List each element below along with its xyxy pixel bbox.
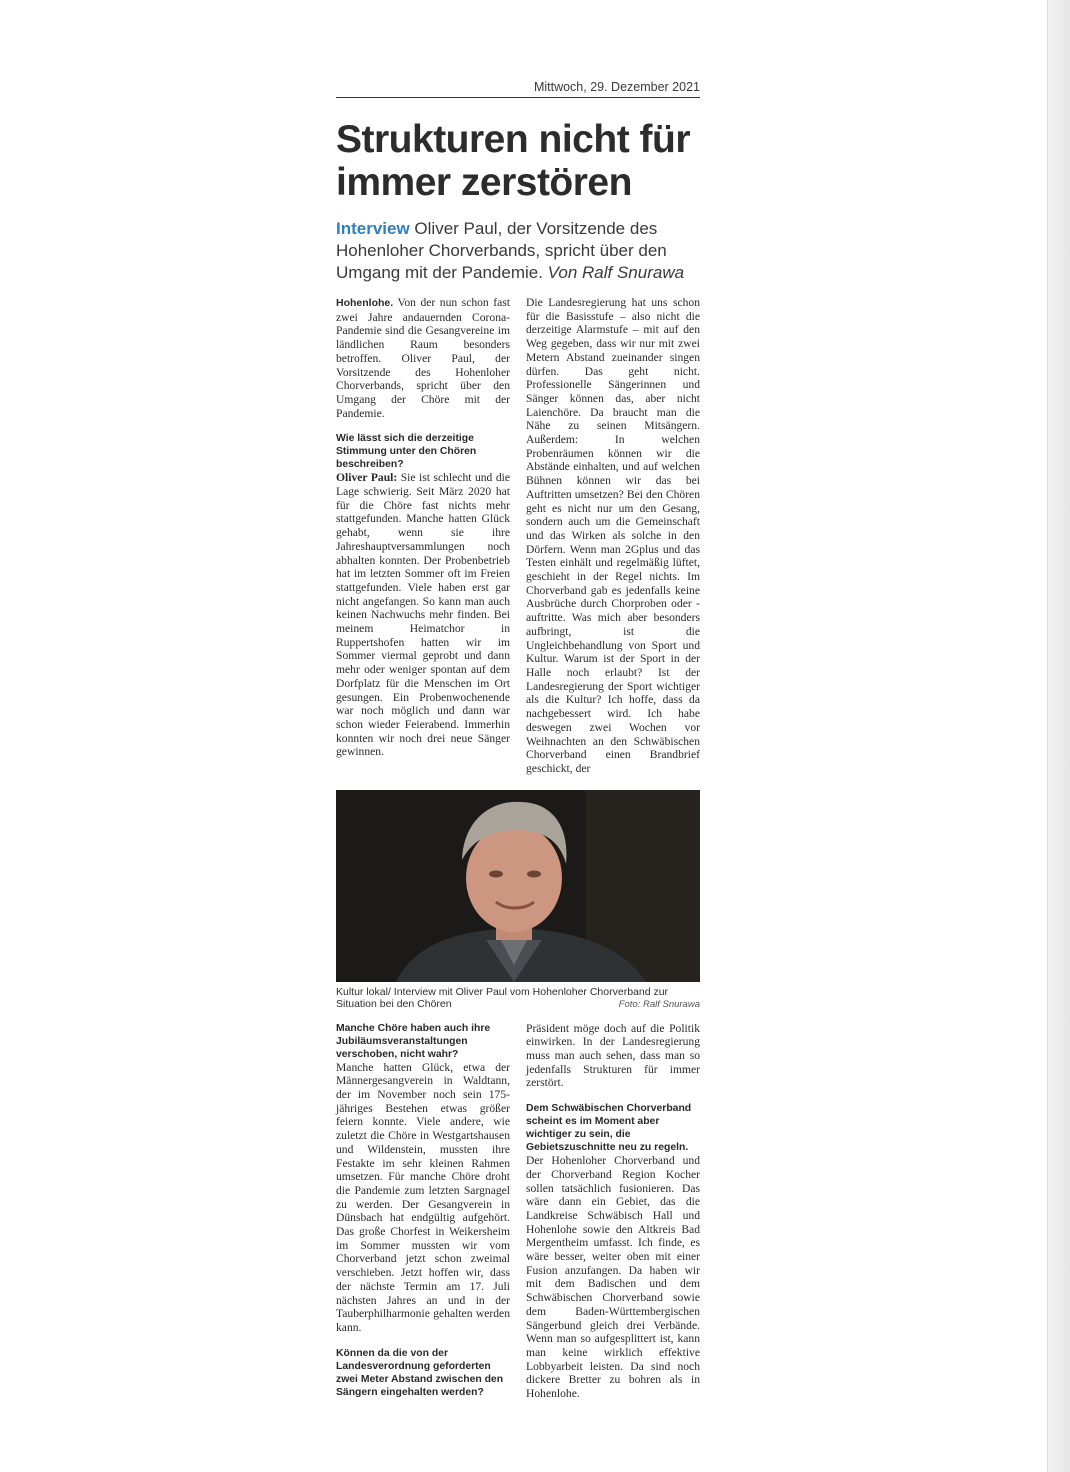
lead-text: Von der nun schon fast zwei Jahre andauernden Corona-Pandemie sind die Gesangvereine im ländlichen Raum besonders betroffen. Oliver Paul, der Vorsitzende des Hohenloher Chorverbands, spricht über den Umgang der Chöre mit der Pandemie.	[336, 296, 510, 420]
answer-4: Der Hohenloher Chorverband und der Chorverband Region Kocher sollen tatsächlich fusionieren. Das wäre dann ein Gebiet, das die Landkreise Schwäbisch Hall und Hohenlohe sowie den Altkreis Bad Mergentheim umfasst. Ich finde, es wäre besser, weiter oben mit einer Fusion anzufangen. Da haben wir mit dem Badischen und dem Schwäbischen Chorverband sowie dem Baden-Württembergischen Sängerbund gleich drei Verbände. Wenn man so aufgesplittert ist, kann man keine wirklich effektive Lobbyarbeit leisten. Da sind noch dickere Bretter zu bohren als in Hohenlohe.	[526, 1154, 700, 1401]
deck-text: Oliver Paul, der Vorsitzende des Hohenloher Chorverbands, spricht über den Umgang mit der Pandemie.	[336, 219, 667, 282]
column-1	[336, 296, 510, 776]
answer-1-text: Sie ist schlecht und die Lage schwierig. Seit März 2020 hat für die Chöre fast nichts mehr stattgefunden. Manche hatten Glück gehabt, wenn sie ihre Jahreshauptversammlungen noch abhalten konnten. Der Probenbetrieb hat im letzten Sommer oft im Freien stattgefunden. Viele haben erst gar nicht angefangen. So kann man auch keinen Nachwuchs mehr finden. Bei meinem Heimatchor in Ruppertshofen hatten wir im Sommer viermal geprobt und dann mehr oder weniger spontan auf dem Dorfplatz für die Menschen im Ort gesungen. Ein Probenwochenende war noch möglich und dann war schon wieder Feierabend. Immerhin konnten wir noch drei neue Sänger gewinnen.	[336, 471, 510, 759]
speaker-name: Oliver Paul:	[336, 471, 398, 485]
photo-credit: Foto: Ralf Snurawa	[618, 998, 700, 1010]
dateline: Mittwoch, 29. Dezember 2021	[336, 80, 700, 98]
lead-place: Hohenlohe.	[336, 297, 394, 309]
question-2: Manche Chöre haben auch ihre Jubiläumsveranstaltungen verschoben, nicht wahr?	[336, 1022, 491, 1060]
answer-3: Präsident möge doch auf die Politik einwirken. In der Landesregierung muss man auch sehen, dass man so jedenfalls Strukturen für immer zerstört.	[526, 1021, 700, 1090]
column-2	[526, 296, 700, 776]
portrait-photo	[336, 790, 700, 982]
headline: Strukturen nicht für immer zerstören	[336, 118, 691, 204]
answer-1-continued: Die Landesregierung hat uns schon für die Basisstufe – also nicht die derzeitige Alarmstufe – mit auf den Weg gegeben, dass wir nur mit zwei Metern Abstand zueinander singen dürfen. Das geht nicht. Professionelle Sängerinnen und Sänger können das, aber nicht Laienchöre. Da braucht man die Nähe zu seinen Mitsängern. Außerdem: In welchen Probenräumen können wir die Abstände einhalten, und auf welchen Bühnen können wir das bei Auftritten umsetzen? Bei den Chören geht es nicht nur um den Gesang, sondern auch um die Gemeinschaft und das Wirken als solche in den Dörfern. Wenn man 2Gplus und das Testen einhält und regelmäßig lüftet, geschieht in der Regel nichts. Im Chorverband gab es jedenfalls keine Ausbrüche durch Chorproben oder -auftritte. Was mich aber besonders aufbringt, ist die Ungleichbehandlung von Sport und Kultur. Warum ist der Sport in der Halle noch erlaubt? Ist der Landesregierung der Sport wichtiger als die Kultur? Ich hoffe, dass da nachgebessert wird. Ich habe deswegen zwei Wochen vor Weihnachten an den Schwäbischen Chorverband einen Brandbrief geschickt, der	[526, 296, 700, 775]
scanner-edge	[1047, 0, 1070, 1472]
newspaper-clipping	[336, 80, 700, 1401]
question-1: Wie lässt sich die derzeitige Stimmung unter den Chören beschreiben?	[336, 433, 477, 471]
answer-1	[336, 471, 510, 759]
question-3: Können da die von der Landesverordnung geforderten zwei Meter Abstand zwischen den Sängern eingehalten werden?	[336, 1347, 504, 1398]
lead-paragraph	[336, 296, 510, 420]
deck	[336, 218, 700, 284]
lower-columns	[336, 1022, 700, 1401]
question-4: Dem Schwäbischen Chorverband scheint es im Moment aber wichtiger zu sein, die Gebietszuschnitte neu zu regeln.	[526, 1103, 692, 1154]
column-3	[336, 1022, 510, 1401]
answer-2: Manche hatten Glück, etwa der Männergesangverein in Waldtann, der im November noch sein 175-jähriges Bestehen etwas größer feiern konnte. Viele andere, wie zuletzt die Chöre in Westgartshausen und Wildenstein, mussten ihre Festakte im sehr kleinen Rahmen umsetzen. Für manche Chöre droht die Pandemie zum letzten Sargnagel zu werden. Der Gesangverein in Dünsbach hat endgültig aufgehört. Das große Chorfest in Weikersheim im Sommer mussten wir vom Chorverband jetzt schon zweimal verschieben. Jetzt hoffen wir, dass der nächste Termin am 17. Juli nächsten Jahres an und in der Tauberphilharmonie gehalten werden kann.	[336, 1060, 510, 1334]
upper-columns	[336, 296, 700, 776]
deck-kicker: Interview	[336, 219, 410, 238]
photo-caption: Kultur lokal/ Interview mit Oliver Paul vom Hohenloher Chorverband zur Situation bei den Chören	[336, 985, 669, 1010]
deck-byline: Von Ralf Snurawa	[547, 263, 685, 282]
column-4	[526, 1022, 700, 1401]
portrait-illustration	[336, 790, 700, 982]
